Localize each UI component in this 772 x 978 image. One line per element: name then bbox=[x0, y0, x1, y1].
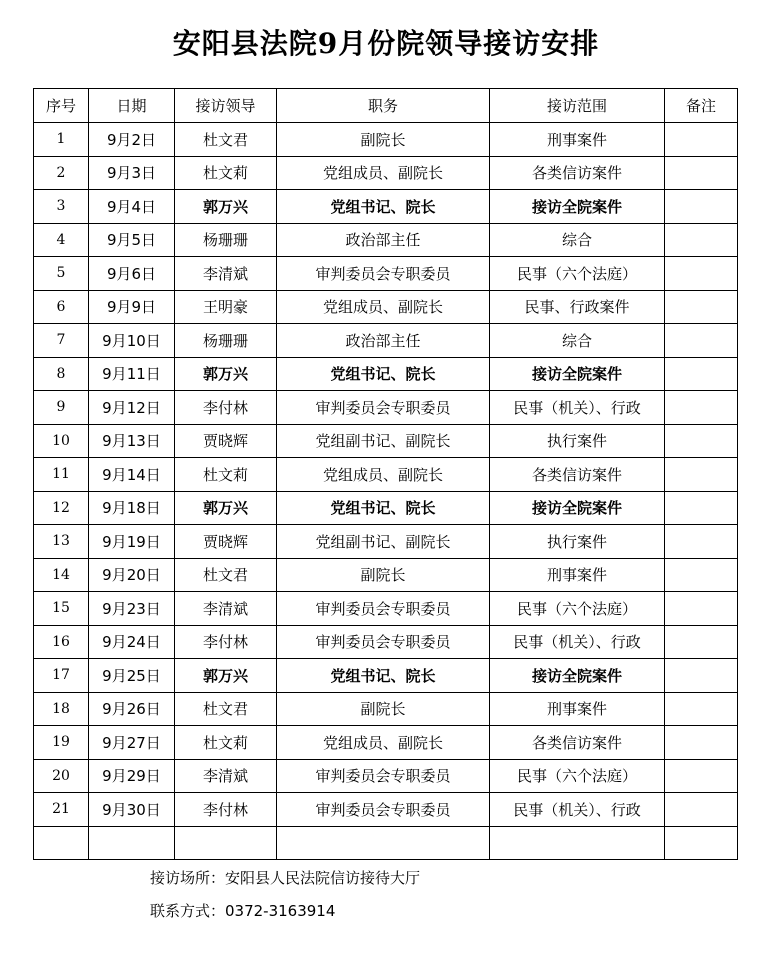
table-row bbox=[34, 391, 738, 425]
cell-position: 副院长 bbox=[277, 692, 490, 726]
cell-index: 9 bbox=[34, 391, 89, 425]
cell-index: 13 bbox=[34, 525, 89, 559]
cell-date: 9月25日 bbox=[89, 659, 175, 693]
cell-index: 1 bbox=[34, 123, 89, 157]
header-remark: 备注 bbox=[665, 89, 738, 123]
cell-leader: 贾晓辉 bbox=[175, 525, 277, 559]
cell-position: 审判委员会专职委员 bbox=[277, 391, 490, 425]
cell-date: 9月27日 bbox=[89, 726, 175, 760]
header-index: 序号 bbox=[34, 89, 89, 123]
header-leader: 接访领导 bbox=[175, 89, 277, 123]
cell-date: 9月18日 bbox=[89, 491, 175, 525]
cell-scope: 接访全院案件 bbox=[490, 659, 665, 693]
table-row bbox=[34, 123, 738, 157]
cell-date: 9月13日 bbox=[89, 424, 175, 458]
table-row bbox=[34, 458, 738, 492]
cell-remark bbox=[665, 525, 738, 559]
cell-scope: 民事、行政案件 bbox=[490, 290, 665, 324]
cell-position: 审判委员会专职委员 bbox=[277, 257, 490, 291]
cell-position: 政治部主任 bbox=[277, 324, 490, 358]
cell-position bbox=[277, 826, 490, 860]
table-row bbox=[34, 190, 738, 224]
cell-leader: 杜文君 bbox=[175, 558, 277, 592]
cell-scope: 民事（六个法庭） bbox=[490, 759, 665, 793]
cell-position: 审判委员会专职委员 bbox=[277, 625, 490, 659]
cell-position: 政治部主任 bbox=[277, 223, 490, 257]
cell-index: 15 bbox=[34, 592, 89, 626]
cell-scope: 执行案件 bbox=[490, 525, 665, 559]
cell-date: 9月20日 bbox=[89, 558, 175, 592]
table-row bbox=[34, 525, 738, 559]
cell-date: 9月30日 bbox=[89, 793, 175, 827]
cell-remark bbox=[665, 424, 738, 458]
cell-index: 14 bbox=[34, 558, 89, 592]
cell-scope: 民事（六个法庭） bbox=[490, 592, 665, 626]
cell-date: 9月4日 bbox=[89, 190, 175, 224]
cell-position: 党组书记、院长 bbox=[277, 659, 490, 693]
table-row bbox=[34, 290, 738, 324]
cell-position: 副院长 bbox=[277, 123, 490, 157]
table-row bbox=[34, 692, 738, 726]
cell-scope bbox=[490, 826, 665, 860]
cell-date: 9月12日 bbox=[89, 391, 175, 425]
cell-remark bbox=[665, 726, 738, 760]
table-row bbox=[34, 759, 738, 793]
cell-index bbox=[34, 826, 89, 860]
cell-date: 9月23日 bbox=[89, 592, 175, 626]
cell-leader: 杜文君 bbox=[175, 692, 277, 726]
cell-date: 9月11日 bbox=[89, 357, 175, 391]
cell-index: 11 bbox=[34, 458, 89, 492]
cell-position: 党组副书记、副院长 bbox=[277, 424, 490, 458]
reception-place: 接访场所：安阳县人民法院信访接待大厅 bbox=[150, 869, 421, 887]
cell-position: 党组成员、副院长 bbox=[277, 290, 490, 324]
cell-index: 7 bbox=[34, 324, 89, 358]
cell-leader: 李清斌 bbox=[175, 759, 277, 793]
cell-leader: 贾晓辉 bbox=[175, 424, 277, 458]
cell-position: 审判委员会专职委员 bbox=[277, 592, 490, 626]
cell-position: 审判委员会专职委员 bbox=[277, 793, 490, 827]
cell-scope: 民事（机关）、行政 bbox=[490, 793, 665, 827]
cell-scope: 民事（六个法庭） bbox=[490, 257, 665, 291]
cell-leader: 李付林 bbox=[175, 625, 277, 659]
cell-index: 17 bbox=[34, 659, 89, 693]
cell-scope: 各类信访案件 bbox=[490, 156, 665, 190]
cell-index: 18 bbox=[34, 692, 89, 726]
cell-leader: 李付林 bbox=[175, 793, 277, 827]
cell-index: 19 bbox=[34, 726, 89, 760]
table-row bbox=[34, 424, 738, 458]
cell-date: 9月26日 bbox=[89, 692, 175, 726]
cell-date: 9月14日 bbox=[89, 458, 175, 492]
cell-scope: 各类信访案件 bbox=[490, 726, 665, 760]
cell-remark bbox=[665, 692, 738, 726]
cell-remark bbox=[665, 357, 738, 391]
cell-remark bbox=[665, 759, 738, 793]
table-row bbox=[34, 558, 738, 592]
cell-date: 9月6日 bbox=[89, 257, 175, 291]
cell-date: 9月2日 bbox=[89, 123, 175, 157]
cell-remark bbox=[665, 458, 738, 492]
cell-leader: 杨珊珊 bbox=[175, 324, 277, 358]
cell-scope: 刑事案件 bbox=[490, 123, 665, 157]
cell-date: 9月29日 bbox=[89, 759, 175, 793]
cell-leader: 杜文君 bbox=[175, 123, 277, 157]
cell-date: 9月19日 bbox=[89, 525, 175, 559]
table-row bbox=[34, 357, 738, 391]
cell-date bbox=[89, 826, 175, 860]
cell-leader: 杜文莉 bbox=[175, 156, 277, 190]
schedule-table bbox=[33, 88, 738, 860]
cell-remark bbox=[665, 625, 738, 659]
cell-remark bbox=[665, 592, 738, 626]
cell-scope: 民事（机关）、行政 bbox=[490, 625, 665, 659]
cell-scope: 综合 bbox=[490, 223, 665, 257]
cell-date: 9月24日 bbox=[89, 625, 175, 659]
cell-scope: 刑事案件 bbox=[490, 692, 665, 726]
table-row bbox=[34, 826, 738, 860]
cell-index: 4 bbox=[34, 223, 89, 257]
cell-date: 9月5日 bbox=[89, 223, 175, 257]
cell-position: 党组副书记、副院长 bbox=[277, 525, 490, 559]
cell-position: 党组书记、院长 bbox=[277, 491, 490, 525]
cell-scope: 民事（机关）、行政 bbox=[490, 391, 665, 425]
cell-scope: 接访全院案件 bbox=[490, 491, 665, 525]
cell-index: 16 bbox=[34, 625, 89, 659]
cell-scope: 综合 bbox=[490, 324, 665, 358]
cell-index: 10 bbox=[34, 424, 89, 458]
header-scope: 接访范围 bbox=[490, 89, 665, 123]
table-row bbox=[34, 726, 738, 760]
table-header-row bbox=[34, 89, 738, 123]
cell-position: 党组书记、院长 bbox=[277, 357, 490, 391]
contact-info: 联系方式：0372-3163914 bbox=[150, 902, 336, 920]
table-row bbox=[34, 257, 738, 291]
cell-remark bbox=[665, 190, 738, 224]
cell-scope: 接访全院案件 bbox=[490, 357, 665, 391]
cell-leader: 郭万兴 bbox=[175, 357, 277, 391]
cell-remark bbox=[665, 659, 738, 693]
cell-leader: 李清斌 bbox=[175, 257, 277, 291]
cell-index: 3 bbox=[34, 190, 89, 224]
cell-leader: 郭万兴 bbox=[175, 491, 277, 525]
cell-date: 9月10日 bbox=[89, 324, 175, 358]
cell-remark bbox=[665, 491, 738, 525]
cell-remark bbox=[665, 290, 738, 324]
cell-remark bbox=[665, 223, 738, 257]
table-row bbox=[34, 793, 738, 827]
cell-date: 9月9日 bbox=[89, 290, 175, 324]
cell-remark bbox=[665, 793, 738, 827]
header-position: 职务 bbox=[277, 89, 490, 123]
cell-remark bbox=[665, 391, 738, 425]
cell-position: 党组成员、副院长 bbox=[277, 458, 490, 492]
cell-remark bbox=[665, 324, 738, 358]
cell-remark bbox=[665, 156, 738, 190]
cell-leader: 王明豪 bbox=[175, 290, 277, 324]
cell-index: 6 bbox=[34, 290, 89, 324]
cell-index: 21 bbox=[34, 793, 89, 827]
cell-remark bbox=[665, 826, 738, 860]
cell-leader bbox=[175, 826, 277, 860]
cell-position: 副院长 bbox=[277, 558, 490, 592]
cell-scope: 刑事案件 bbox=[490, 558, 665, 592]
cell-date: 9月3日 bbox=[89, 156, 175, 190]
cell-scope: 执行案件 bbox=[490, 424, 665, 458]
cell-position: 党组书记、院长 bbox=[277, 190, 490, 224]
cell-index: 2 bbox=[34, 156, 89, 190]
table-row bbox=[34, 592, 738, 626]
cell-leader: 李付林 bbox=[175, 391, 277, 425]
cell-index: 8 bbox=[34, 357, 89, 391]
cell-leader: 杨珊珊 bbox=[175, 223, 277, 257]
cell-index: 20 bbox=[34, 759, 89, 793]
cell-index: 12 bbox=[34, 491, 89, 525]
cell-leader: 郭万兴 bbox=[175, 659, 277, 693]
table-row bbox=[34, 625, 738, 659]
cell-leader: 杜文莉 bbox=[175, 458, 277, 492]
table-row bbox=[34, 223, 738, 257]
cell-leader: 杜文莉 bbox=[175, 726, 277, 760]
cell-position: 党组成员、副院长 bbox=[277, 156, 490, 190]
cell-index: 5 bbox=[34, 257, 89, 291]
table-row bbox=[34, 491, 738, 525]
table-row bbox=[34, 659, 738, 693]
cell-position: 党组成员、副院长 bbox=[277, 726, 490, 760]
cell-remark bbox=[665, 558, 738, 592]
cell-remark bbox=[665, 123, 738, 157]
table-body bbox=[34, 123, 738, 860]
page-title: 安阳县法院9月份院领导接访安排 bbox=[172, 27, 600, 60]
cell-leader: 李清斌 bbox=[175, 592, 277, 626]
cell-scope: 各类信访案件 bbox=[490, 458, 665, 492]
table-row bbox=[34, 156, 738, 190]
cell-scope: 接访全院案件 bbox=[490, 190, 665, 224]
table-row bbox=[34, 324, 738, 358]
cell-leader: 郭万兴 bbox=[175, 190, 277, 224]
header-date: 日期 bbox=[89, 89, 175, 123]
cell-remark bbox=[665, 257, 738, 291]
cell-position: 审判委员会专职委员 bbox=[277, 759, 490, 793]
